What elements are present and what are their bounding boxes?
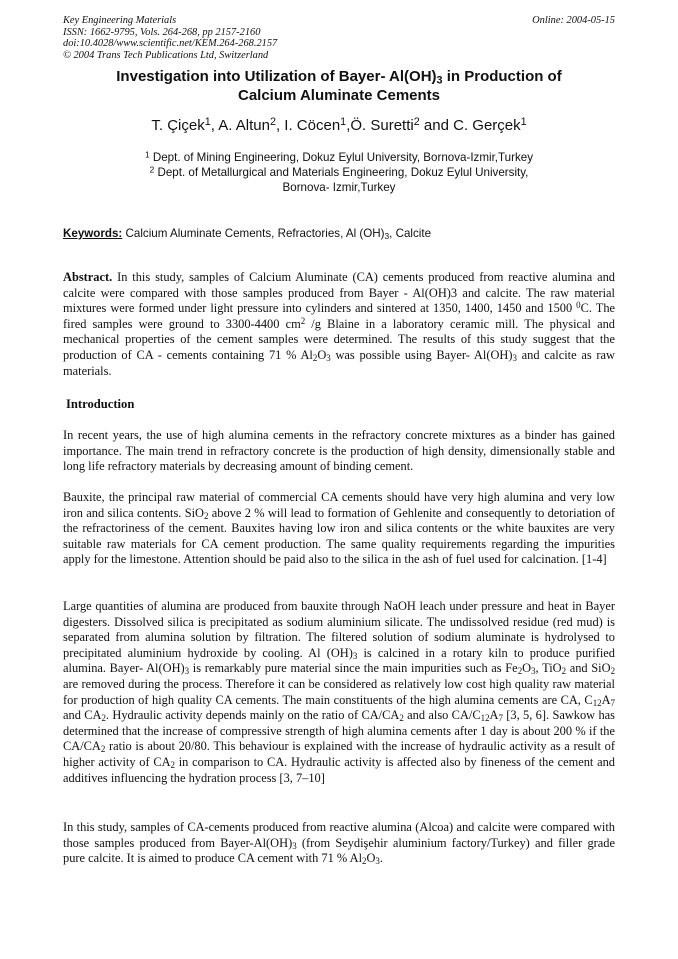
keywords: Keywords: Calcium Aluminate Cements, Refractories, Al $(OH)_3$, Calcite — [63, 227, 432, 242]
affiliation-1: $^1$ Dept. of Mining Engineering, Dokuz Eylul University, Bornova-Izmir,Turkey — [144, 149, 534, 164]
affiliation-2: $^2$ Dept. of Metallurgical and Materials Engineering, Dokuz Eylul University, — [149, 164, 529, 179]
issn-line: ISSN: 1662-9795, Vols. 264-268, pp 2157-2160 — [63, 26, 261, 38]
abstract-label: Abstract. — [63, 270, 113, 284]
author: C. Gerçek$^1$ — [453, 116, 527, 134]
intro-paragraph-3: Large quantities of alumina are produced from bauxite through NaOH leach under pressure and heat in Bayer digesters. Dissolved silica is precipitated as sodium aluminium silicate. The undissolved residue (red mud) is separated from alumina solution by filtration. The filtered solution of sodium aluminate is hydrolysed to precipitated aluminium hydroxide by cooling. Al $(OH)_3$ is calcined in a rotary kiln to produce purified alumina. Bayer- $Al(OH)_3$ is remarkably pure material since the main impurities such as $Fe_2O_3$, TiO$_2$ and SiO$_2$ are removed during the process. Therefore it can be considered as relatively low cost high quality raw material for production of high quality CA cements. The main constituents of the high alumina cements are CA, $C_{12}A_7$ and $CA_2$. Hydraulic activity depends mainly on the ratio of $CA/CA_2$ and also $CA/C_{12}A_7$ [3, 5, 6]. Sawkow has determined that the increase of compressive strength of high alumina cements after 1 day is about 200 % if the $CA/CA_2$ ratio is about 20/80. This behaviour is explained with the increase of hydraulic activity as a result of higher activity of $CA_2$ in comparison to CA. Hydraulic activity is affected also by fineness of the cement and additives influencing the hydration process [3, 7–10] — [63, 599, 616, 785]
online-date: Online: 2004-05-15 — [532, 15, 615, 26]
copyright-line: © 2004 Trans Tech Publications Ltd, Switzerland — [63, 49, 269, 61]
section-heading-introduction: Introduction — [66, 397, 135, 411]
affiliation-2-cont: Bornova- Izmir,Turkey — [282, 181, 396, 194]
paper-title — [63, 67, 615, 105]
journal-name: Key Engineering Materials — [63, 15, 177, 26]
author: T. Çiçek$^1$, — [151, 116, 219, 134]
author: Ö. Suretti$^2$ and — [350, 116, 454, 134]
abstract: Abstract. In this study, samples of Calcium Aluminate (CA) cements produced from reactive alumina and calcite were compared with those samples produced from Bayer - Al(OH)3 and calcite. The raw material mixtures were formed under light pressure into cylinders and sintered at 1350, 1400, 1450 and 1500 $^0$C. The fired samples were ground to 3300-4400 $cm^2$ /g Blaine in a laboratory ceramic mill. The physical and mechanical properties of the cement samples were determined. The results of this study suggest that the production of CA - cements containing 71 % $Al_2O_3$ was possible using Bayer- $Al(OH)_3$ and calcite as raw materials. — [63, 270, 616, 378]
title-line-2: Calcium Aluminate Cements — [238, 87, 440, 104]
title-line-1: Investigation into Utilization of Bayer- $Al(OH)_3$ in Production of — [116, 68, 562, 87]
author: A. Altun$^2$, — [218, 116, 285, 134]
doi-line: doi:10.4028/www.scientific.net/KEM.264-268.2157 — [63, 38, 278, 50]
keywords-label: Keywords: — [63, 227, 123, 240]
affiliations — [63, 150, 615, 195]
intro-paragraph-4: In this study, samples of CA-cements produced from reactive alumina (Alcoa) and calcite were compared with those samples produced from Bayer-$Al(OH)_3$ (from Seydişehir aluminium factory/Turkey) and filler grade pure calcite. It is aimed to produce CA cement with 71 % $Al_2O_3$. — [63, 820, 615, 867]
author: I. Cöcen$^1$, — [284, 116, 351, 134]
intro-paragraph-1: In recent years, the use of high alumina cements in the refractory concrete mixtures as a binder has gained importance. The main trend in refractory concrete is the production of high density, dimensionally stable and long life refractory materials by decreasing amount of binding cement. — [63, 428, 615, 474]
journal-header — [63, 15, 615, 61]
author-list — [63, 116, 615, 135]
intro-paragraph-2: Bauxite, the principal raw material of commercial CA cements should have very high alumina and very low iron and silica contents. SiO$_2$ above 2 % will lead to formation of Gehlenite and consequently to detoriation of the refractoriness of the cement. Bauxites having low iron and silica contents or the white bauxites are very suitable raw materials for CA cement production. The same quality requirements regarding the impurities apply for the limestone. Attention should be paid also to the silica in the ash of fuel used for calcination. [1-4] — [63, 490, 615, 567]
